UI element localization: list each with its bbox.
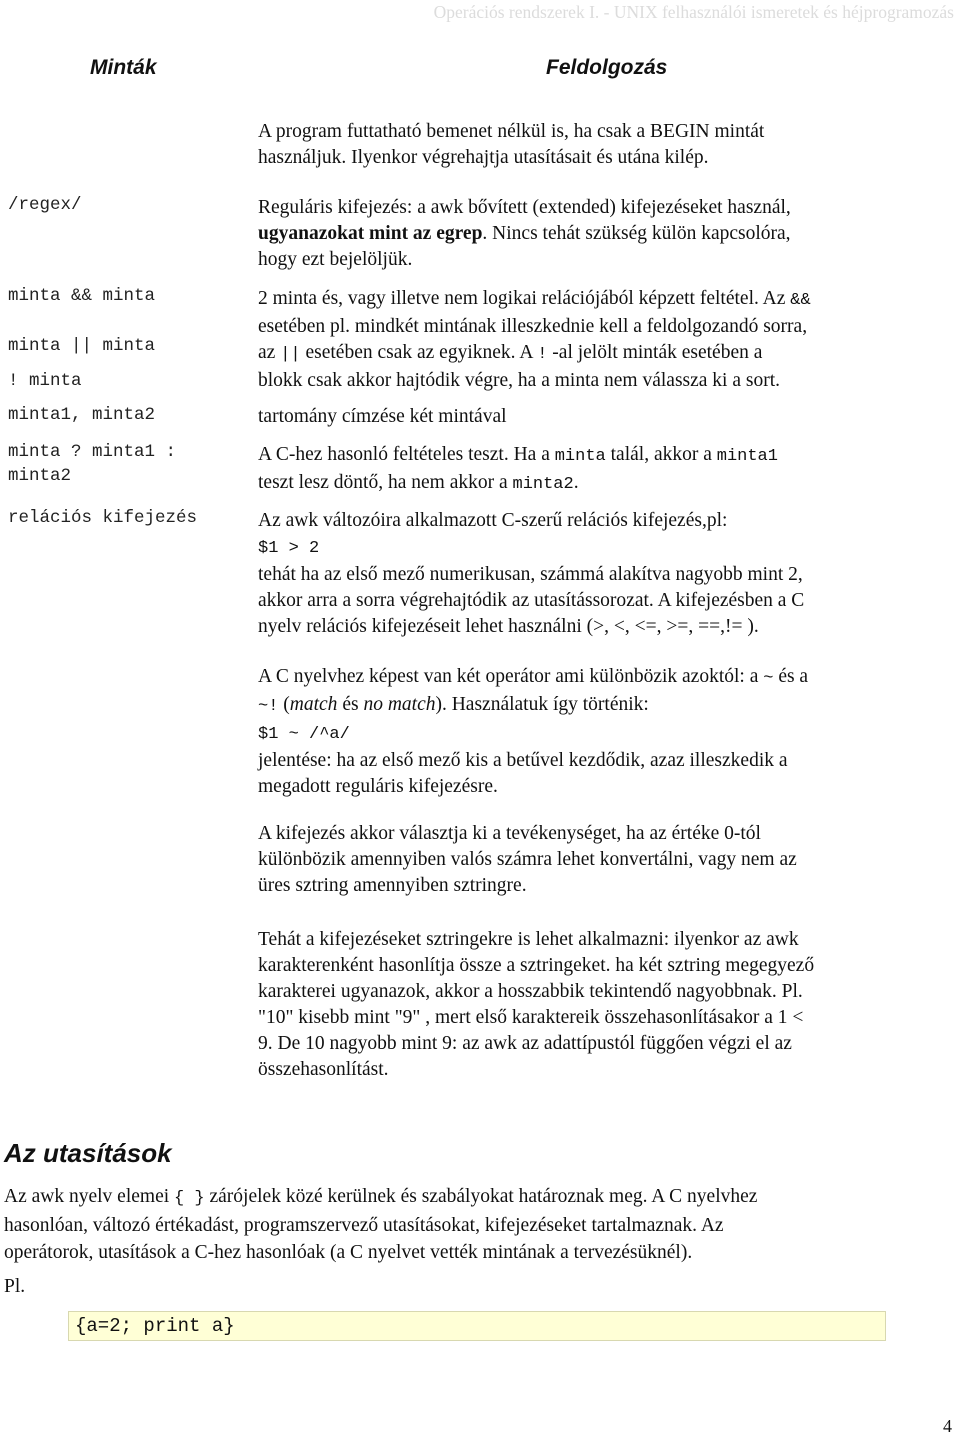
row-range-description: tartomány címzése két mintával <box>258 406 507 427</box>
row-conditional-description: A C-hez hasonló feltételes teszt. Ha a minta talál, akkor a minta1 teszt lesz döntő, ha nem akkor a minta2. <box>258 444 778 494</box>
pattern-not: ! minta <box>8 371 82 391</box>
row-logical-description: 2 minta és, vagy illetve nem logikai relációjából képzett feltétel. Az && esetében pl. mindkét mintának illeszkednie kell a feldolgozandó sorra, az || esetében csak az egyiknek. A ! -al jelölt minták esetében a blokk csak akkor hajtódik végre, ha a minta nem válassza ki a sort. <box>258 288 811 391</box>
row-match-description: A C nyelvhez képest van két operátor ami különbözik azoktól: a ~ és a ~! (match és no match). Használatuk így történik: $1 ~ /^a/ jelentése: ha az első mező kis a betűvel kezdődik, azaz illeszkedik a megadott reguláris kifejezésre. <box>258 666 809 797</box>
code-example: {a=2; print a} <box>68 1311 886 1341</box>
row-regex-description: Reguláris kifejezés: a awk bővített (extended) kifejezéseket használ, ugyanazokat mint az egrep. Nincs tehát szükség külön kapcsolóra, hogy ezt bejelöljük. <box>258 197 791 270</box>
section-body: Az awk nyelv elemei { } zárójelek közé kerülnek és szabályokat határoznak meg. A C nyelvhez hasonlóan, változó értékadást, programszervező utasításokat, kifejezéseket tartalmaznak. Az operátorok, utasítások a C-hez hasonlóak (a C nyelvet vették mintának a tervezésüknél). <box>4 1186 758 1263</box>
pattern-relational: relációs kifejezés <box>8 508 198 528</box>
row-begin-description: A program futtatható bemenet nélkül is, ha csak a BEGIN mintát használjuk. Ilyenkor végrehajtja utasításait és utána kilép. <box>258 121 765 168</box>
pattern-conditional-cont: minta2 <box>8 466 72 486</box>
section-title: Az utasítások <box>4 1138 172 1168</box>
pattern-and: minta && minta <box>8 286 156 306</box>
running-header: Operációs rendszerek I. - UNIX felhasználói ismeretek és héjprogramozás <box>433 2 954 22</box>
example-label: Pl. <box>4 1276 26 1297</box>
pattern-or: minta || minta <box>8 336 156 356</box>
column-heading-processing: Feldolgozás <box>546 56 668 79</box>
page-number: 4 <box>943 1416 952 1436</box>
row-truthiness-description: A kifejezés akkor választja ki a tevékenységet, ha az értéke 0-tól különbözik amennyiben valós számra lehet konvertálni, vagy nem az üres sztring amennyiben sztringre. <box>258 823 797 896</box>
pattern-conditional: minta ? minta1 : <box>8 442 177 462</box>
row-string-compare-description: Tehát a kifejezéseket sztringekre is lehet alkalmazni: ilyenkor az awk karakterenként hasonlítja össze a sztringeket. ha két sztring megegyező karakterei ugyanazok, akkor a hosszabbik tekintendő nagyobbnak. Pl. "10" kisebb mint "9" , mert első karaktereik összehasonlításakor a 1 < 9. De 10 nagyobb mint 9: az awk az adattípustól függően végzi el az összehasonlítást. <box>258 929 815 1080</box>
pattern-regex: /regex/ <box>8 195 82 215</box>
pattern-range: minta1, minta2 <box>8 405 156 425</box>
row-relational-description: Az awk változóira alkalmazott C-szerű relációs kifejezés,pl: $1 > 2 tehát ha az első mező numerikusan, számmá alakítva nagyobb mint 2, akkor arra a sorra végrehajtódik az utasítássorozat. A kifejezésben a C nyelv relációs kifejezéseit lehet használni (>, <, <=, >=, ==,!= ). <box>258 510 805 637</box>
column-heading-patterns: Minták <box>90 56 157 79</box>
